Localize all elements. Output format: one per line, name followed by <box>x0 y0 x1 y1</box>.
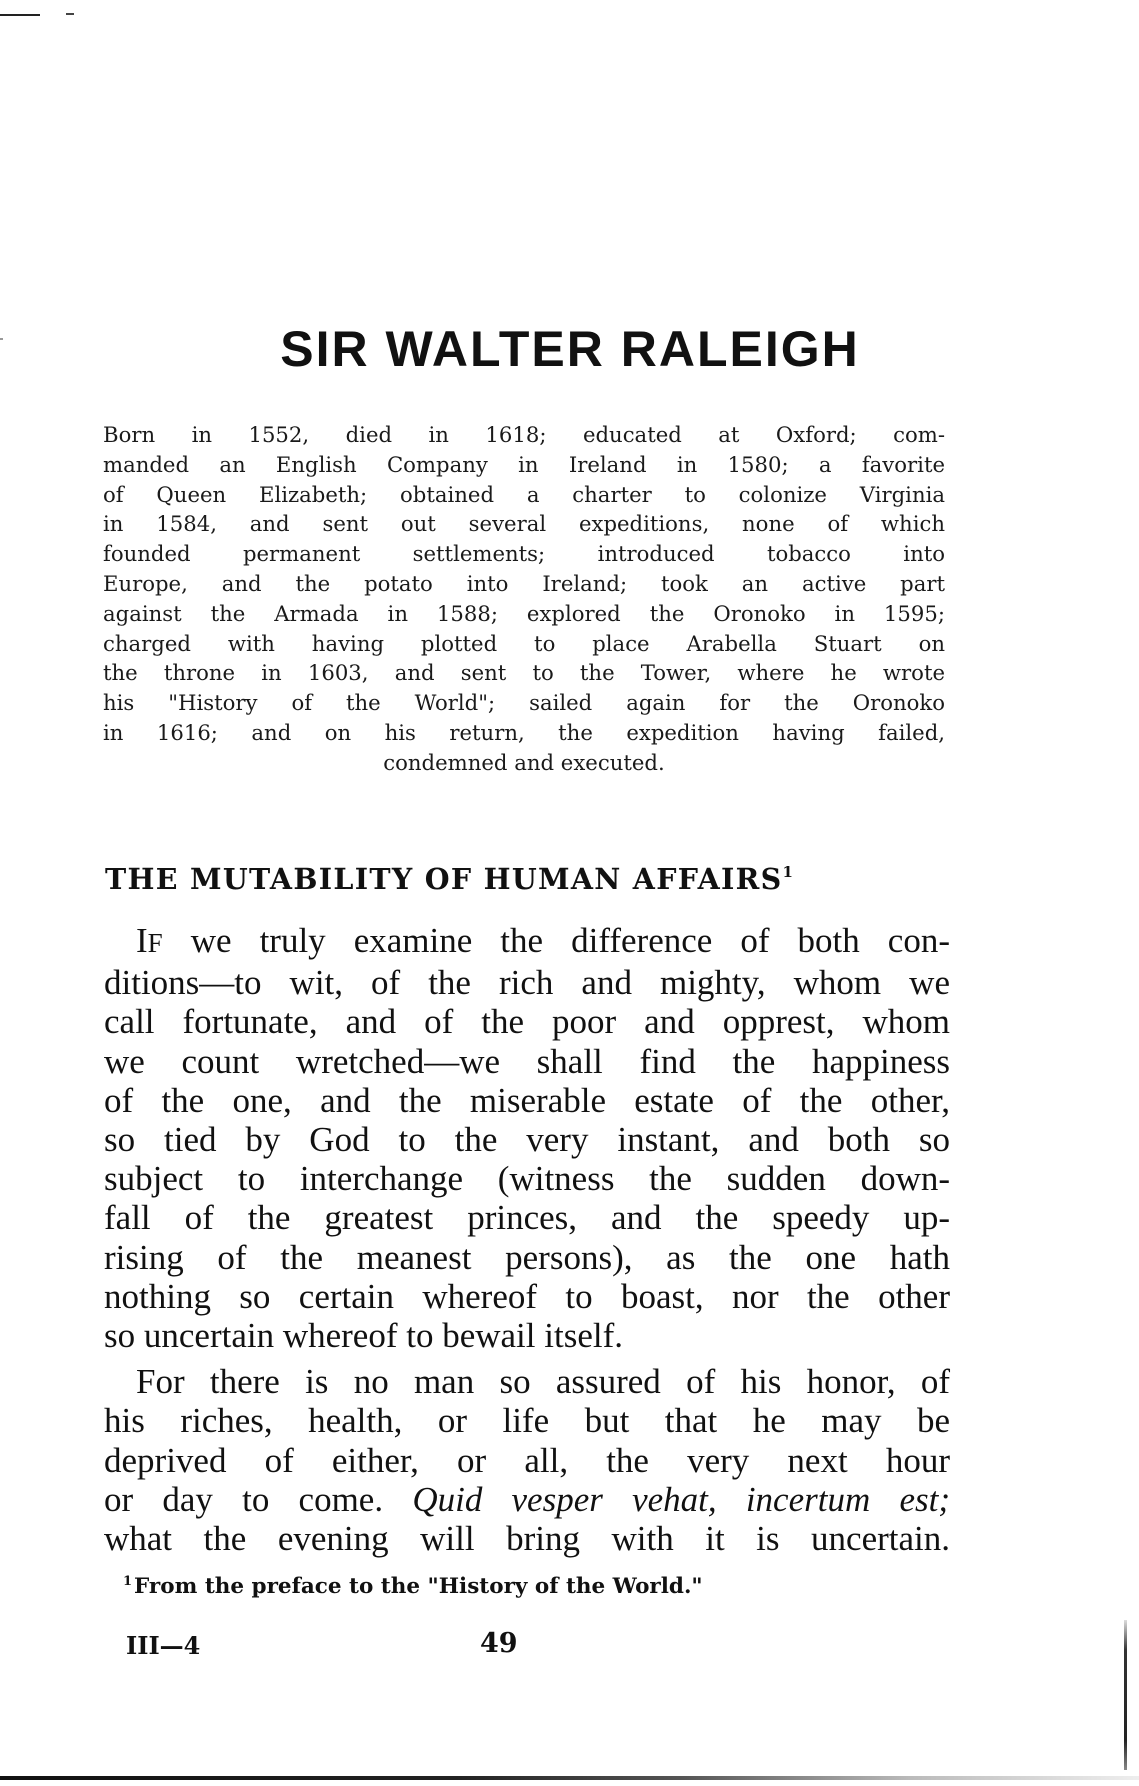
essay-line <box>104 1480 950 1519</box>
latin-quotation: Quid vesper vehat, incertum est; <box>412 1479 950 1519</box>
biography-paragraph <box>103 420 945 778</box>
essay-line: For there is no man so assured of his honor, of <box>136 1362 950 1402</box>
bio-line: against the Armada in 1588; explored the Oronoko in 1595; <box>103 600 945 626</box>
page-title: SIR WALTER RALEIGH <box>280 321 860 377</box>
scan-edge-mark <box>66 13 74 15</box>
bio-line: Born in 1552, died in 1618; educated at Oxford; com- <box>103 422 945 447</box>
footnote-text: From the preface to the "History of the World." <box>134 1574 703 1599</box>
scan-edge-mark <box>0 338 3 340</box>
essay-line: of the one, and the miserable estate of the other, <box>104 1080 950 1120</box>
essay-line: so tied by God to the very instant, and both so <box>104 1120 950 1160</box>
essay-line <box>104 921 950 963</box>
essay-line: deprived of either, or all, the very next hour <box>104 1440 950 1480</box>
essay-line: nothing so certain whereof to boast, nor the other <box>104 1276 950 1316</box>
bio-line: in 1584, and sent out several expeditions, none of which <box>103 511 945 537</box>
bio-line: of Queen Elizabeth; obtained a charter to colonize Virginia <box>103 481 945 507</box>
essay-line: fall of the greatest princes, and the speedy up- <box>104 1198 950 1238</box>
essay-body <box>104 921 950 1558</box>
bio-line: founded permanent settlements; introduced tobacco into <box>103 541 945 567</box>
section-heading-text: THE MUTABILITY OF HUMAN AFFAIRS <box>105 862 783 896</box>
scan-bottom-edge <box>0 1776 1139 1780</box>
scan-edge-mark <box>1124 1620 1127 1770</box>
essay-line: ditions—to wit, of the rich and mighty, whom we <box>104 963 950 1003</box>
essay-line-text: we truly examine the difference of both con- <box>162 921 950 960</box>
essay-line: subject to interchange (witness the sudden down- <box>104 1159 950 1199</box>
bio-line: Europe, and the potato into Ireland; took an active part <box>103 570 945 596</box>
essay-line: rising of the meanest persons), as the one hath <box>104 1237 950 1277</box>
bio-line: manded an English Company in Ireland in 1580; a favorite <box>103 451 945 477</box>
bio-line: the throne in 1603, and sent to the Tower, where he wrote <box>103 660 945 686</box>
essay-line: what the evening will bring with it is uncertain. <box>104 1519 950 1559</box>
scan-edge-mark <box>0 14 40 16</box>
bio-line: condemned and executed. <box>383 749 665 775</box>
essay-line: his riches, health, or life but that he may be <box>104 1401 950 1441</box>
small-capital: F <box>147 928 163 958</box>
essay-line: we count wretched—we shall find the happiness <box>104 1041 950 1081</box>
footnote-reference: 1 <box>782 863 795 881</box>
bio-line: in 1616; and on his return, the expedition having failed, <box>103 719 945 745</box>
footnote <box>123 1574 943 1599</box>
page-number: 49 <box>480 1628 518 1659</box>
bio-line: his "History of the World"; sailed again for the Oronoko <box>103 690 945 716</box>
essay-line: call fortunate, and of the poor and opprest, whom <box>104 1002 950 1042</box>
initial-capital: I <box>136 921 148 960</box>
section-heading <box>105 862 950 896</box>
paragraph-gap <box>104 1355 950 1362</box>
essay-line: so uncertain whereof to bewail itself. <box>104 1316 623 1356</box>
essay-line-text: or day to come. <box>104 1479 413 1519</box>
signature-mark: III—4 <box>126 1631 201 1660</box>
bio-line: charged with having plotted to place Arabella Stuart on <box>103 630 945 656</box>
footnote-marker: 1 <box>123 1574 133 1589</box>
